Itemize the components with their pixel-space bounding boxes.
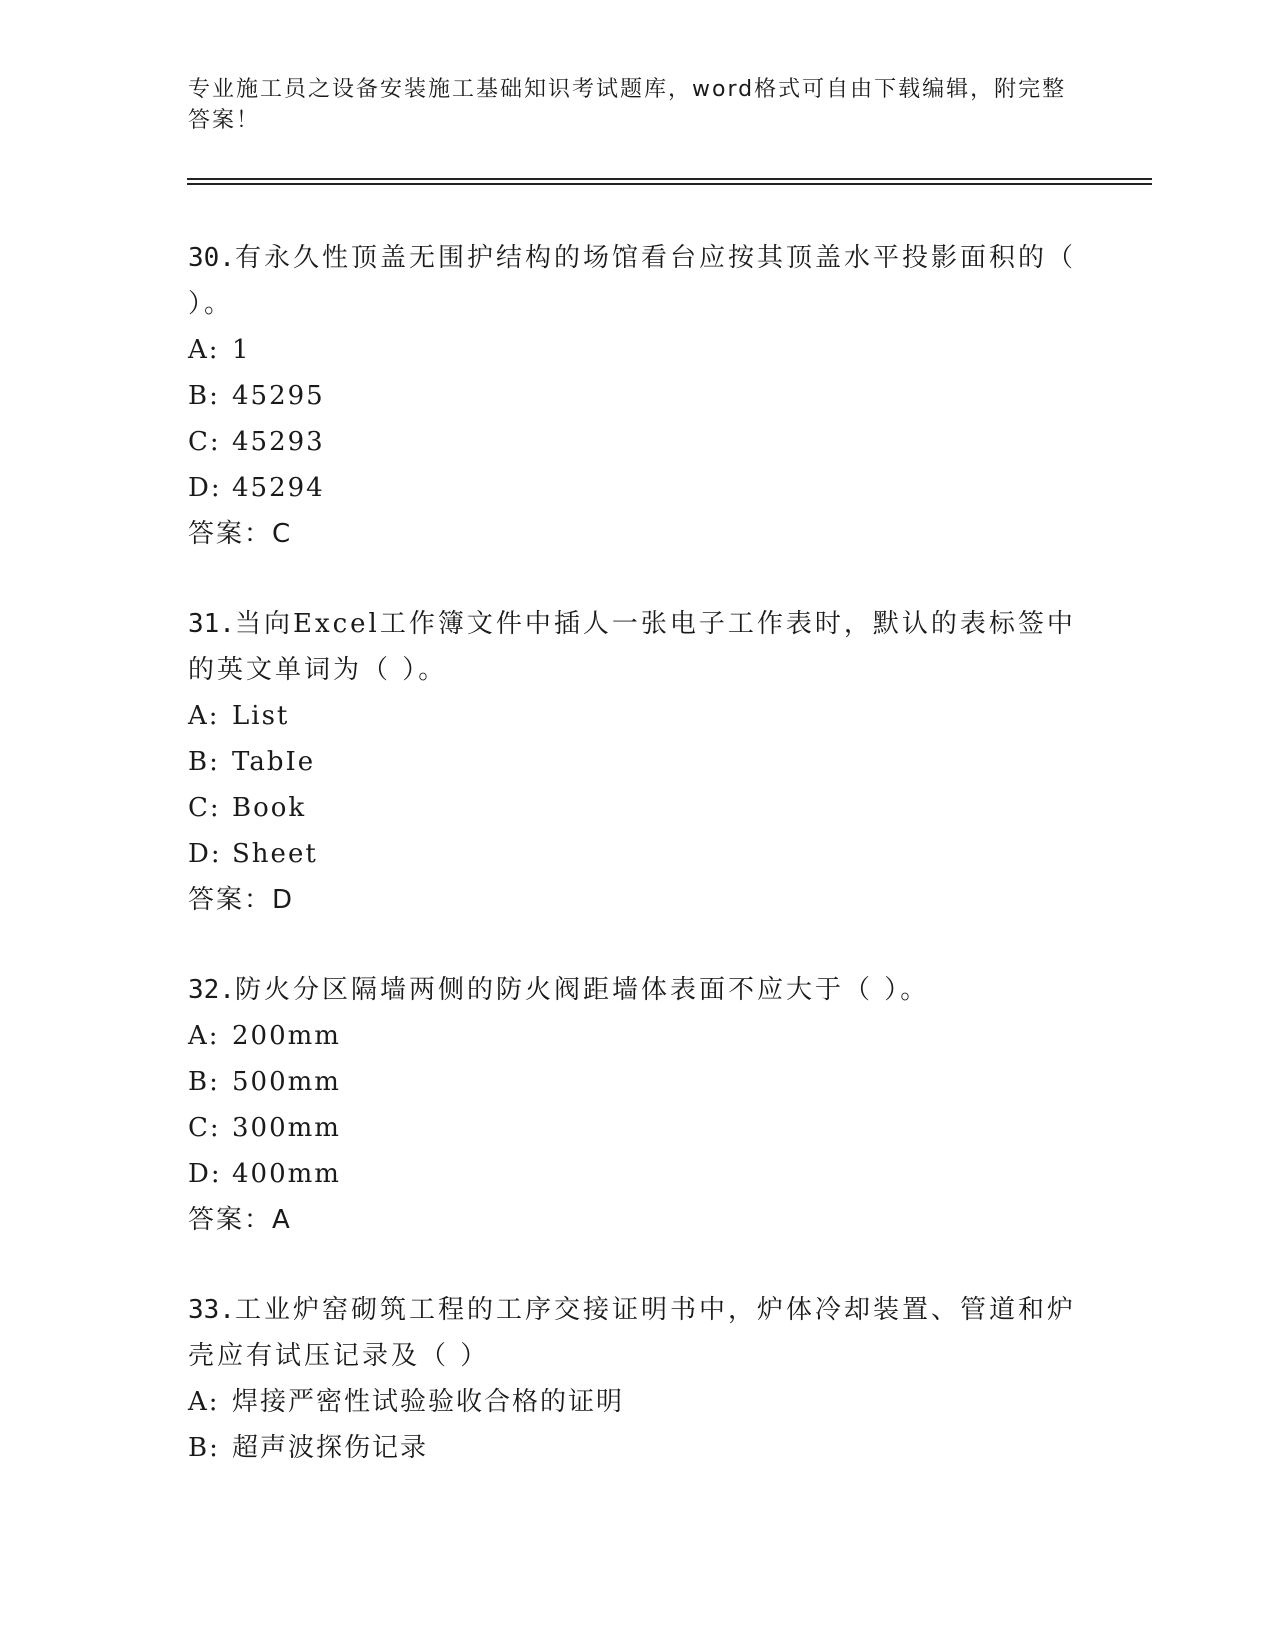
option-letter: A: (188, 701, 220, 731)
option-b (188, 739, 1088, 785)
option-d (188, 831, 1088, 877)
answer-line (188, 877, 1088, 923)
document-header (188, 74, 1068, 136)
option-letter: B: (188, 381, 220, 411)
question-32 (188, 967, 1088, 1243)
question-stem (188, 967, 1088, 1013)
question-list (188, 235, 1088, 1515)
option-letter: A: (188, 1021, 220, 1051)
question-number: 30. (188, 243, 235, 273)
question-text: 工业炉窑砌筑工程的工序交接证明书中，炉体冷却装置、管道和炉壳应有试压记录及（ ） (188, 1295, 1076, 1371)
option-text: Sheet (232, 839, 318, 869)
option-letter: B: (188, 747, 220, 777)
question-stem (188, 601, 1088, 693)
option-letter: D: (188, 473, 222, 503)
option-text: 45293 (232, 427, 325, 457)
option-letter: A: (188, 335, 220, 365)
answer-label: 答案： (188, 519, 273, 549)
answer-label: 答案： (188, 1205, 273, 1235)
question-stem (188, 235, 1088, 327)
option-text: 400mm (232, 1159, 341, 1189)
option-a (188, 693, 1088, 739)
question-31 (188, 601, 1088, 923)
question-number: 33. (188, 1295, 235, 1325)
header-text: 专业施工员之设备安装施工基础知识考试题库，word格式可自由下载编辑，附完整答案！ (188, 77, 1067, 133)
answer-line (188, 1197, 1088, 1243)
option-letter: B: (188, 1433, 220, 1463)
option-text: List (232, 701, 290, 731)
question-stem (188, 1287, 1088, 1379)
question-text: 当向Excel工作簿文件中插人一张电子工作表时，默认的表标签中的英文单词为（ ）。 (188, 609, 1076, 685)
question-number: 32. (188, 975, 235, 1005)
option-b (188, 373, 1088, 419)
option-text: 1 (232, 335, 251, 365)
option-c (188, 785, 1088, 831)
question-text: 防火分区隔墙两侧的防火阀距墙体表面不应大于（ ）。 (234, 975, 930, 1005)
option-d (188, 1151, 1088, 1197)
answer-value: D (272, 885, 295, 915)
option-a (188, 1379, 1088, 1425)
option-letter: C: (188, 793, 221, 823)
option-text: 焊接严密性试验验收合格的证明 (232, 1387, 625, 1417)
option-text: 200mm (232, 1021, 341, 1051)
option-d (188, 465, 1088, 511)
answer-label: 答案： (188, 885, 273, 915)
header-rule-bottom (187, 183, 1152, 185)
header-rule-top (187, 178, 1152, 180)
option-c (188, 1105, 1088, 1151)
option-text: 500mm (232, 1067, 341, 1097)
answer-value: C (272, 519, 293, 549)
option-letter: C: (188, 427, 221, 457)
option-text: Book (232, 793, 307, 823)
answer-line (188, 511, 1088, 557)
option-text: 45295 (232, 381, 325, 411)
option-text: TabIe (232, 747, 316, 777)
option-letter: C: (188, 1113, 221, 1143)
option-c (188, 419, 1088, 465)
option-text: 超声波探伤记录 (232, 1433, 429, 1463)
question-number: 31. (188, 609, 235, 639)
option-a (188, 1013, 1088, 1059)
option-letter: A: (188, 1387, 220, 1417)
option-letter: D: (188, 839, 222, 869)
question-30 (188, 235, 1088, 557)
question-text: 有永久性顶盖无围护结构的场馆看台应按其顶盖水平投影面积的（ ）。 (188, 243, 1076, 319)
option-a (188, 327, 1088, 373)
option-letter: B: (188, 1067, 220, 1097)
question-33 (188, 1287, 1088, 1471)
option-letter: D: (188, 1159, 222, 1189)
option-text: 300mm (232, 1113, 341, 1143)
option-b (188, 1425, 1088, 1471)
option-b (188, 1059, 1088, 1105)
option-text: 45294 (232, 473, 325, 503)
answer-value: A (272, 1205, 292, 1235)
